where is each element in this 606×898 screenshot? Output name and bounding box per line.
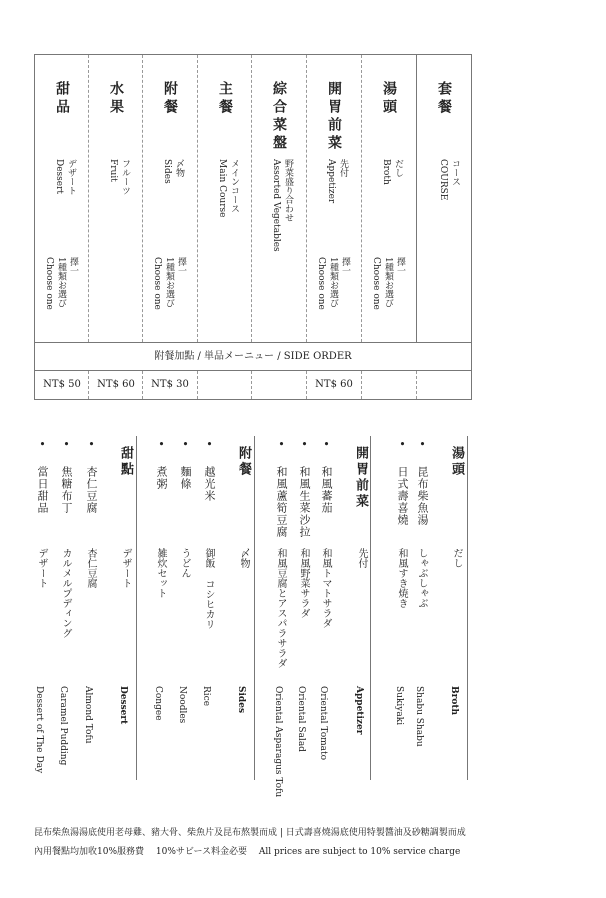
section-title-appetizer: 開胃前菜 <box>353 446 368 510</box>
course-column-sub-jp: コース <box>450 159 460 186</box>
choose-one-note <box>151 257 187 310</box>
price-divider <box>251 371 252 399</box>
course-column-sub-en: Appetizer <box>326 159 336 204</box>
menu-item-jp: 和風トマトサラダ <box>320 548 331 628</box>
menu-item-zh: • 越光米 <box>203 438 216 502</box>
menu-item-zh: • 當日甜品 <box>36 438 49 514</box>
menu-item-en: Congee <box>153 686 163 721</box>
price-dessert: NT$ 50 <box>43 379 81 390</box>
section-jp-appetizer: 先付 <box>356 548 367 568</box>
course-column-sub-jp: メインコース <box>229 159 239 213</box>
section-title-broth: 湯頭 <box>449 446 464 478</box>
section-en-broth: Broth <box>449 686 459 716</box>
menu-item-jp: 和風豆腐とアスパラサラダ <box>275 548 286 668</box>
course-column-title: 主餐 <box>217 81 233 117</box>
course-column-sub-en: Main Course <box>217 159 227 218</box>
column-divider <box>361 55 362 342</box>
menu-item-jp: デザート <box>36 548 47 588</box>
section-jp-sides: 〆物 <box>238 548 249 568</box>
section-rule <box>467 436 468 780</box>
choose-zh: 擇一 <box>395 257 405 275</box>
course-column-title: 湯頭 <box>381 81 397 117</box>
section-jp-broth: だし <box>451 548 462 568</box>
section-rule <box>254 436 255 780</box>
menu-item-jp: 和風すき焼き <box>396 548 407 608</box>
menu-item-en: Shabu Shabu <box>414 686 424 747</box>
item-zh-text: 日式壽喜燒 <box>396 466 409 526</box>
choose-one-note <box>370 257 406 310</box>
price-divider <box>142 371 143 399</box>
price-appetizer: NT$ 60 <box>315 379 353 390</box>
column-divider <box>306 55 307 342</box>
course-column-sub <box>161 159 185 184</box>
note-service-charge: 內用餐點均加收10%服務費 10%サビース料金必要 All prices are subject to 10% service charge <box>34 847 461 857</box>
price-divider <box>361 371 362 399</box>
note-broth: 昆布柴魚湯湯底使用老母雞、豬大骨、柴魚片及昆布熬製而成 | 日式壽喜燒湯底使用特製醬油及砂糖調製而成 <box>34 828 466 838</box>
section-rule <box>370 436 371 780</box>
menu-item-en: Oriental Salad <box>296 686 306 752</box>
menu-item-jp: カルメルプディング <box>60 548 71 638</box>
course-column-sub-jp: デザート <box>66 159 76 195</box>
course-column-sub-jp: 〆物 <box>174 159 184 177</box>
course-column-sub <box>270 159 294 252</box>
course-column-sub <box>325 159 349 203</box>
menu-item-jp: 杏仁豆腐 <box>85 548 96 588</box>
course-column-dessert <box>35 55 89 342</box>
course-column-broth <box>362 55 416 342</box>
price-fruit: NT$ 60 <box>97 379 135 390</box>
choose-jp: 1種類お選び <box>328 257 338 308</box>
price-sides: NT$ 30 <box>151 379 189 390</box>
price-divider <box>416 371 417 399</box>
course-column-sub-en: Assorted Vegetables <box>271 159 281 252</box>
course-column-sub-en: COURSE <box>438 159 448 201</box>
side-order-header: 附餐加點 / 単品メーニュー / SIDE ORDER <box>154 351 352 362</box>
course-column-sub <box>107 159 131 195</box>
course-column-sub-jp: 先付 <box>338 159 348 177</box>
menu-item-en: Rice <box>201 686 211 707</box>
item-zh-text: 昆布柴魚湯 <box>416 466 429 526</box>
section-en-sides: Sides <box>236 686 246 714</box>
item-zh-text: 和風生菜沙拉 <box>298 466 311 538</box>
price-divider <box>88 371 89 399</box>
section-jp-dessert: デザート <box>120 548 131 588</box>
price-divider <box>306 371 307 399</box>
menu-item-zh: • 和風生菜沙拉 <box>298 438 311 538</box>
menu-item-zh: • 和風蘆筍豆腐 <box>275 438 288 538</box>
menu-item-en: Sukiyaki <box>394 686 404 726</box>
item-zh-text: 煮粥 <box>155 466 168 490</box>
section-en-dessert: Dessert <box>118 686 128 725</box>
item-zh-text: 焦糖布丁 <box>60 466 73 514</box>
menu-item-jp: 雑炊セット <box>155 548 166 598</box>
choose-en: Choose one <box>316 257 326 310</box>
item-zh-text: 越光米 <box>203 466 216 502</box>
menu-item-jp: しゃぶしゃぶ <box>416 548 427 608</box>
course-column-title: 開胃前菜 <box>326 81 342 153</box>
choose-jp: 1種類お選び <box>164 257 174 308</box>
menu-item-zh: • 杏仁豆腐 <box>85 438 98 514</box>
price-divider <box>197 371 198 399</box>
price-row <box>35 371 471 399</box>
item-zh-text: 杏仁豆腐 <box>85 466 98 514</box>
choose-zh: 擇一 <box>176 257 186 275</box>
menu-item-en: Noodles <box>177 686 187 724</box>
item-zh-text: 和風蘆筍豆腐 <box>275 466 288 538</box>
menu-item-zh: • 日式壽喜燒 <box>396 438 409 526</box>
course-column-set <box>417 55 471 342</box>
choose-jp: 1種類お選び <box>383 257 393 308</box>
course-column-title: 附餐 <box>162 81 178 117</box>
menu-item-jp: 和風野菜サラダ <box>298 548 309 618</box>
choose-zh: 擇一 <box>340 257 350 275</box>
course-column-sub <box>53 159 77 195</box>
choose-en: Choose one <box>44 257 54 310</box>
menu-item-zh: • 焦糖布丁 <box>60 438 73 514</box>
menu-item-jp: うどん <box>179 548 190 578</box>
footer-notes <box>34 824 574 862</box>
menu-item-en: Almond Tofu <box>83 686 93 744</box>
course-column-sides <box>143 55 197 342</box>
choose-jp: 1種類お選び <box>56 257 66 308</box>
course-table <box>34 54 472 400</box>
choose-en: Choose one <box>371 257 381 310</box>
course-column-sub-jp: だし <box>393 159 403 177</box>
column-divider <box>197 55 198 342</box>
menu-item-en: Oriental Tomato <box>318 686 328 761</box>
course-column-sub <box>380 159 404 185</box>
menu-item-en: Oriental Asparagus Tofu <box>273 686 283 798</box>
course-column-title: 套餐 <box>436 81 452 117</box>
item-zh-text: 當日甜品 <box>36 466 49 514</box>
choose-en: Choose one <box>152 257 162 310</box>
course-column-sub <box>437 159 461 200</box>
menu-item-zh: • 昆布柴魚湯 <box>416 438 429 526</box>
menu-item-zh: • 和風蕃茄 <box>320 438 333 514</box>
menu-item-zh: • 麵條 <box>179 438 192 490</box>
course-column-sub <box>216 159 240 217</box>
course-column-sub-en: Broth <box>381 159 391 185</box>
section-title-sides: 附餐 <box>236 446 251 478</box>
choose-zh: 擇一 <box>68 257 78 275</box>
course-column-sub-jp: フルーツ <box>120 159 130 195</box>
course-column-title: 甜品 <box>54 81 70 117</box>
menu-item-zh: • 煮粥 <box>155 438 168 490</box>
course-column-fruit <box>89 55 143 342</box>
menu-item-en: Dessert of The Day <box>34 686 44 774</box>
course-column-appetizer <box>307 55 361 342</box>
item-zh-text: 和風蕃茄 <box>320 466 333 514</box>
course-column-main <box>198 55 252 342</box>
menu-item-jp: 御飯 コシヒカリ <box>203 548 214 629</box>
choose-one-note <box>315 257 351 310</box>
course-column-title: 水果 <box>108 81 124 117</box>
choose-one-note <box>43 257 79 310</box>
course-column-sub-en: Fruit <box>108 159 118 182</box>
item-zh-text: 麵條 <box>179 466 192 490</box>
section-en-appetizer: Appetizer <box>354 686 364 735</box>
course-column-sub-jp: 野菜盛り合わせ <box>283 159 293 222</box>
section-title-dessert: 甜點 <box>118 446 133 478</box>
menu-item-en: Caramel Pudding <box>58 686 68 766</box>
course-column-sub-en: Sides <box>162 159 172 184</box>
section-rule <box>136 436 137 780</box>
course-column-sub-en: Dessert <box>54 159 64 195</box>
course-column-vegetables <box>252 55 306 342</box>
column-divider <box>416 55 417 342</box>
course-column-title: 綜合菜盤 <box>271 81 287 153</box>
